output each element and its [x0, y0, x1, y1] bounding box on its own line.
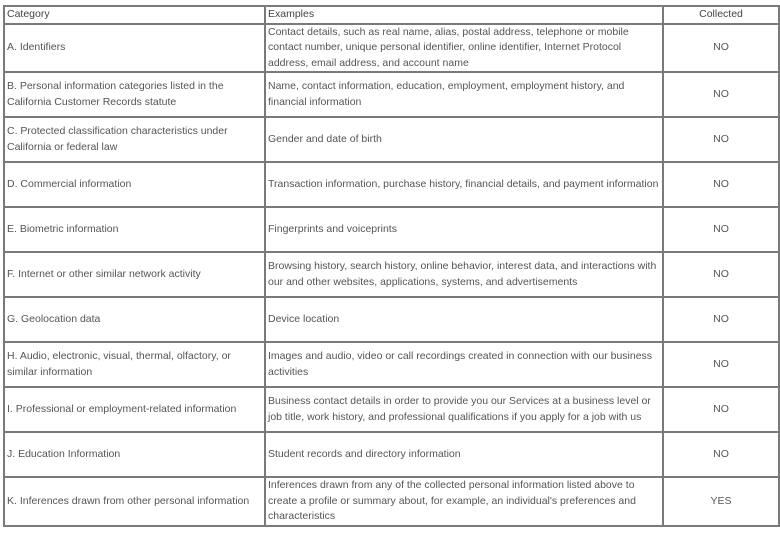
examples-cell: Device location	[265, 297, 663, 342]
examples-cell: Images and audio, video or call recordings created in connection with our business activities	[265, 342, 663, 387]
collected-cell: NO	[663, 387, 779, 432]
collected-cell: NO	[663, 342, 779, 387]
examples-cell: Inferences drawn from any of the collected personal information listed above to create a profile or summary about, for example, an individual's preferences and characteristics	[265, 477, 663, 526]
category-cell: G. Geolocation data	[4, 297, 265, 342]
personal-info-table-container	[3, 5, 780, 527]
category-cell: D. Commercial information	[4, 162, 265, 207]
collected-cell: NO	[663, 252, 779, 297]
category-cell: J. Education Information	[4, 432, 265, 477]
table-header-row	[4, 6, 779, 24]
table-row	[4, 72, 779, 117]
category-cell: A. Identifiers	[4, 24, 265, 73]
category-cell: B. Personal information categories listed in the California Customer Records statute	[4, 72, 265, 117]
examples-cell: Business contact details in order to provide you our Services at a business level or job title, work history, and professional qualifications if you apply for a job with us	[265, 387, 663, 432]
table-row	[4, 252, 779, 297]
collected-cell: NO	[663, 207, 779, 252]
examples-cell: Fingerprints and voiceprints	[265, 207, 663, 252]
examples-cell: Transaction information, purchase history, financial details, and payment information	[265, 162, 663, 207]
category-cell: I. Professional or employment-related information	[4, 387, 265, 432]
category-cell: C. Protected classification characteristics under California or federal law	[4, 117, 265, 162]
table-row	[4, 24, 779, 73]
category-cell: E. Biometric information	[4, 207, 265, 252]
collected-cell: NO	[663, 432, 779, 477]
examples-cell: Browsing history, search history, online behavior, interest data, and interactions with our and other websites, applications, systems, and advertisements	[265, 252, 663, 297]
collected-cell: NO	[663, 117, 779, 162]
table-row	[4, 432, 779, 477]
table-row	[4, 387, 779, 432]
table-row	[4, 162, 779, 207]
examples-cell: Gender and date of birth	[265, 117, 663, 162]
table-row	[4, 477, 779, 526]
examples-cell: Contact details, such as real name, alias, postal address, telephone or mobile contact number, unique personal identifier, online identifier, Internet Protocol address, email address, and account name	[265, 24, 663, 73]
examples-cell: Student records and directory information	[265, 432, 663, 477]
category-cell: F. Internet or other similar network activity	[4, 252, 265, 297]
table-row	[4, 297, 779, 342]
collected-cell: NO	[663, 72, 779, 117]
category-cell: K. Inferences drawn from other personal information	[4, 477, 265, 526]
collected-cell: NO	[663, 297, 779, 342]
header-examples: Examples	[265, 6, 663, 24]
table-row	[4, 117, 779, 162]
collected-cell: NO	[663, 162, 779, 207]
table-row	[4, 342, 779, 387]
header-category: Category	[4, 6, 265, 24]
collected-cell: NO	[663, 24, 779, 73]
category-cell: H. Audio, electronic, visual, thermal, olfactory, or similar information	[4, 342, 265, 387]
header-collected: Collected	[663, 6, 779, 24]
table-row	[4, 207, 779, 252]
collected-cell: YES	[663, 477, 779, 526]
examples-cell: Name, contact information, education, employment, employment history, and financial information	[265, 72, 663, 117]
personal-info-categories-table	[3, 5, 780, 527]
